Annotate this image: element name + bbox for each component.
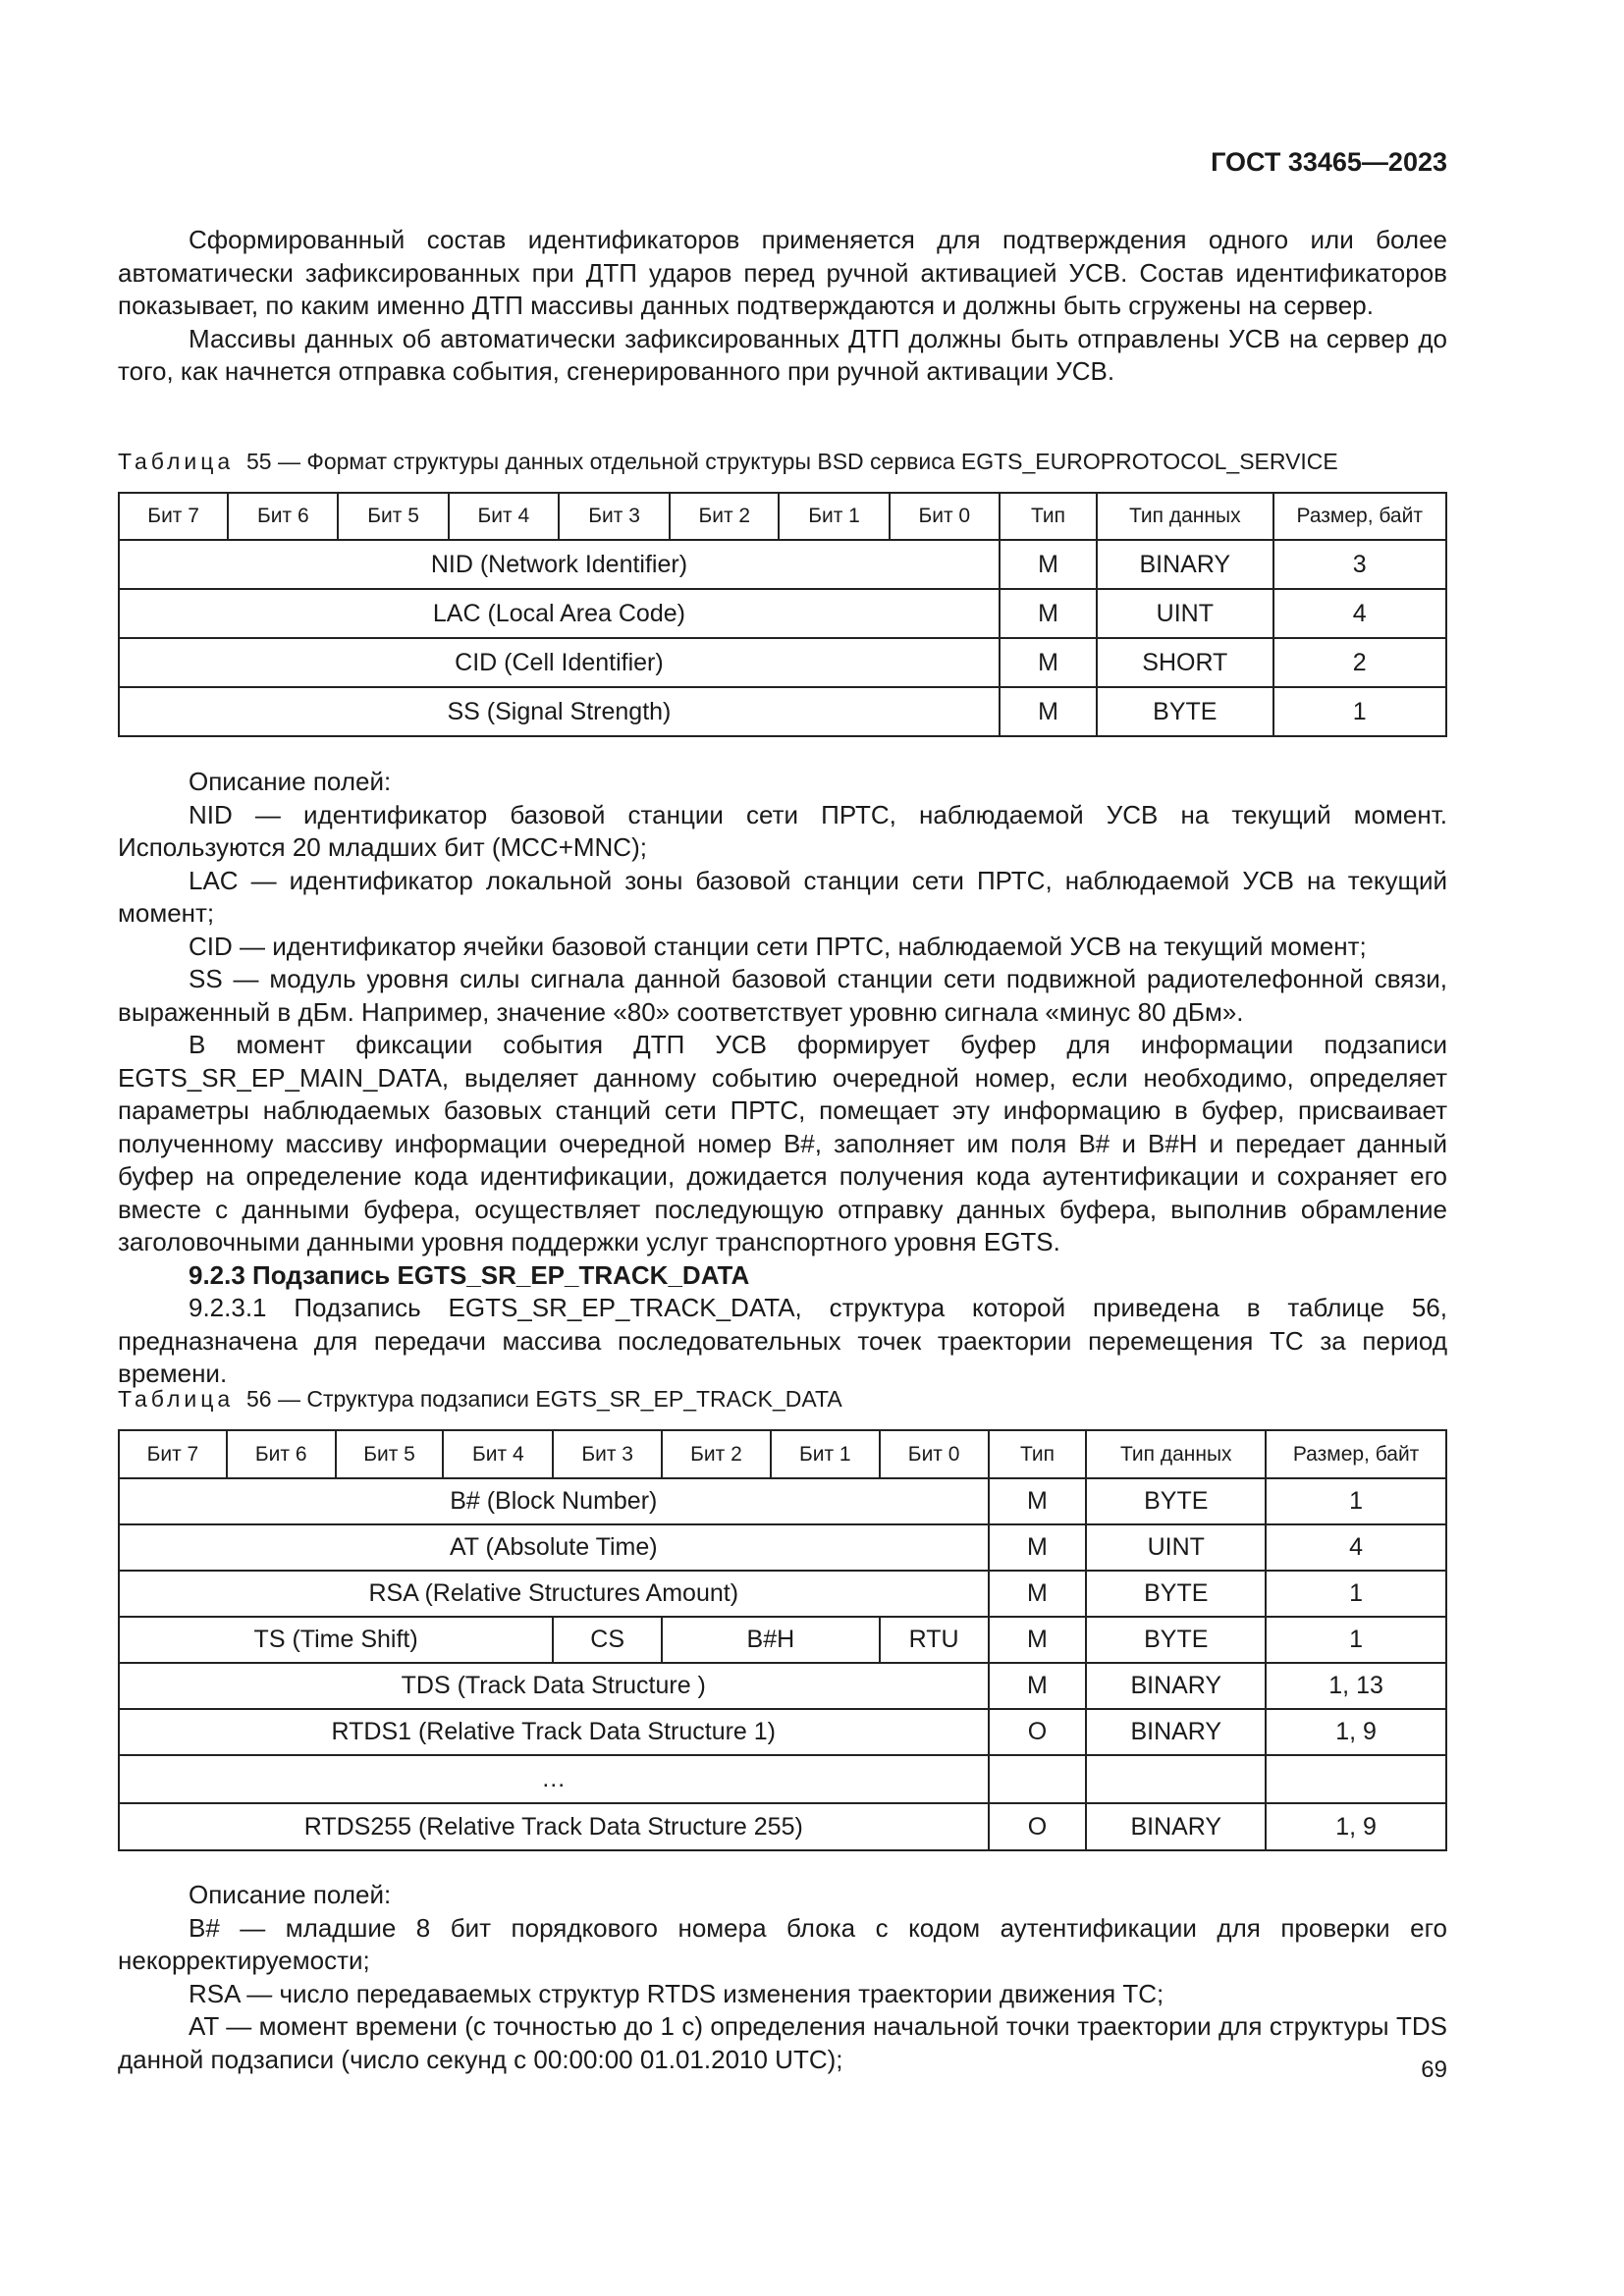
- size-cell: 1: [1266, 1571, 1446, 1617]
- header-cell: Размер, байт: [1273, 493, 1447, 540]
- size-cell: 1: [1266, 1617, 1446, 1663]
- type-cell: M: [989, 1663, 1087, 1709]
- paragraph: NID — идентификатор базовой станции сети ПРТС, наблюдаемой УСВ на текущий момент. Используются 20 младших бит (MCC+MNC);: [118, 799, 1447, 862]
- header-cell: Бит 3: [559, 493, 670, 540]
- size-cell: 4: [1266, 1524, 1446, 1571]
- paragraph: Сформированный состав идентификаторов применяется для подтверждения одного или более автоматически зафиксированных при ДТП ударов перед ручной активацией УСВ. Состав идентификаторов показывает, по каким именно ДТП массивы данных подтверждаются и должны быть сгружены на сервер.: [118, 225, 1447, 320]
- table-row: [119, 1571, 1446, 1617]
- page-number: 69: [1421, 2056, 1447, 2083]
- type-cell: M: [1000, 589, 1097, 638]
- type-cell: M: [989, 1478, 1087, 1524]
- data-type-cell: BYTE: [1086, 1478, 1266, 1524]
- paragraph: 9.2.3.1 Подзапись EGTS_SR_EP_TRACK_DATA, структура которой приведена в таблице 56, предназначена для передачи массива последовательных точек траектории перемещения ТС за период времени.: [118, 1293, 1447, 1388]
- table-row: [119, 1478, 1446, 1524]
- header-cell: Бит 3: [553, 1430, 662, 1478]
- table-56-caption: [118, 1384, 1447, 1414]
- type-cell: M: [1000, 687, 1097, 736]
- header-cell: Бит 4: [449, 493, 559, 540]
- size-cell: 1, 13: [1266, 1663, 1446, 1709]
- paragraph: В момент фиксации события ДТП УСВ формирует буфер для информации подзаписи EGTS_SR_EP_MAIN_DATA, выделяет данному событию очередной номер, если необходимо, определяет параметры наблюдаемых базовых станций сети ПРТС, помещает эту информацию в буфер, присваивает полученному массиву информации очередной номер B#, заполняет им поля B# и B#H и передает данный буфер на определение кода идентификации, дожидается получения кода аутентификации и сохраняет его вместе с данными буфера, осуществляет последующую отправку данных буфера, выполнив обрамление заголовочными данными уровня поддержки услуг транспортного уровня EGTS.: [118, 1030, 1447, 1256]
- table-header-row: [119, 493, 1446, 540]
- size-cell: 2: [1273, 638, 1447, 687]
- header-cell: Бит 6: [228, 493, 338, 540]
- table-row: [119, 589, 1446, 638]
- header-cell: Бит 1: [771, 1430, 880, 1478]
- header-cell: Бит 6: [227, 1430, 336, 1478]
- paragraph: Описание полей:: [189, 1880, 392, 1909]
- table-56: [118, 1429, 1447, 1851]
- data-type-cell: BYTE: [1086, 1571, 1266, 1617]
- caption-label: Таблица: [118, 1386, 235, 1412]
- data-type-cell: BYTE: [1086, 1617, 1266, 1663]
- header-cell: Тип: [1000, 493, 1097, 540]
- header-cell: Бит 7: [119, 493, 228, 540]
- rtu-cell: RTU: [880, 1617, 989, 1663]
- size-cell: [1266, 1755, 1446, 1803]
- header-cell: Бит 2: [662, 1430, 771, 1478]
- header-cell: Бит 5: [338, 493, 448, 540]
- table-row: [119, 540, 1446, 589]
- type-cell: O: [989, 1709, 1087, 1755]
- data-type-cell: BINARY: [1086, 1663, 1266, 1709]
- type-cell: M: [1000, 540, 1097, 589]
- data-type-cell: [1086, 1755, 1266, 1803]
- header-cell: Тип данных: [1086, 1430, 1266, 1478]
- field-cell: RTDS1 (Relative Track Data Structure 1): [119, 1709, 989, 1755]
- field-cell: TDS (Track Data Structure ): [119, 1663, 989, 1709]
- data-type-cell: BINARY: [1097, 540, 1272, 589]
- table-row: [119, 687, 1446, 736]
- paragraph: CID — идентификатор ячейки базовой станции сети ПРТС, наблюдаемой УСВ на текущий момент;: [189, 931, 1367, 961]
- fields-description: [118, 766, 1447, 1391]
- size-cell: 1, 9: [1266, 1803, 1446, 1850]
- fields-description-2: [118, 1879, 1447, 2076]
- document-header: ГОСТ 33465—2023: [1211, 147, 1447, 177]
- header-cell: Бит 4: [443, 1430, 553, 1478]
- header-cell: Бит 7: [119, 1430, 227, 1478]
- table-header-row: [119, 1430, 1446, 1478]
- table-row: [119, 1617, 1446, 1663]
- field-cell: RSA (Relative Structures Amount): [119, 1571, 989, 1617]
- header-cell: Бит 2: [670, 493, 779, 540]
- paragraph: Описание полей:: [189, 767, 392, 796]
- header-cell: Бит 1: [779, 493, 889, 540]
- size-cell: 1: [1273, 687, 1447, 736]
- header-cell: Бит 0: [880, 1430, 989, 1478]
- paragraph: AT — момент времени (с точностью до 1 с) определения начальной точки траектории для структуры TDS данной подзаписи (число секунд с 00:00:00 01.01.2010 UTC);: [118, 2011, 1447, 2074]
- table-55: [118, 492, 1447, 737]
- field-cell: …: [119, 1755, 989, 1803]
- header-cell: Размер, байт: [1266, 1430, 1446, 1478]
- data-type-cell: BINARY: [1086, 1803, 1266, 1850]
- paragraph: SS — модуль уровня силы сигнала данной базовой станции сети подвижной радиотелефонной связи, выраженный в дБм. Например, значение «80» соответствует уровню сигнала «минус 80 дБм».: [118, 964, 1447, 1027]
- paragraph: B# — младшие 8 бит порядкового номера блока с кодом аутентификации для проверки его некорректируемости;: [118, 1912, 1447, 1975]
- field-cell: NID (Network Identifier): [119, 540, 1000, 589]
- type-cell: M: [989, 1617, 1087, 1663]
- field-cell: RTDS255 (Relative Track Data Structure 255): [119, 1803, 989, 1850]
- header-cell: Бит 5: [336, 1430, 444, 1478]
- table-row: [119, 1663, 1446, 1709]
- section-heading: 9.2.3 Подзапись EGTS_SR_EP_TRACK_DATA: [189, 1259, 750, 1290]
- caption-text: 56 — Структура подзаписи EGTS_SR_EP_TRACK_DATA: [245, 1386, 842, 1412]
- field-cell: LAC (Local Area Code): [119, 589, 1000, 638]
- data-type-cell: SHORT: [1097, 638, 1272, 687]
- type-cell: M: [989, 1571, 1087, 1617]
- header-cell: Бит 0: [890, 493, 1000, 540]
- type-cell: M: [1000, 638, 1097, 687]
- data-type-cell: BYTE: [1097, 687, 1272, 736]
- data-type-cell: BINARY: [1086, 1709, 1266, 1755]
- caption-label: Таблица: [118, 449, 235, 474]
- size-cell: 1, 9: [1266, 1709, 1446, 1755]
- field-cell: AT (Absolute Time): [119, 1524, 989, 1571]
- cs-cell: CS: [553, 1617, 662, 1663]
- table-row: [119, 1755, 1446, 1803]
- bh-cell: B#H: [662, 1617, 880, 1663]
- data-type-cell: UINT: [1097, 589, 1272, 638]
- header-cell: Тип: [989, 1430, 1087, 1478]
- type-cell: [989, 1755, 1087, 1803]
- paragraph: LAC — идентификатор локальной зоны базовой станции сети ПРТС, наблюдаемой УСВ на текущий момент;: [118, 865, 1447, 928]
- table-row: [119, 1709, 1446, 1755]
- table-55-caption: [118, 447, 1447, 476]
- field-cell: CID (Cell Identifier): [119, 638, 1000, 687]
- field-cell: SS (Signal Strength): [119, 687, 1000, 736]
- ts-cell: TS (Time Shift): [119, 1617, 553, 1663]
- header-cell: Тип данных: [1097, 493, 1272, 540]
- table-row: [119, 638, 1446, 687]
- size-cell: 1: [1266, 1478, 1446, 1524]
- intro-text: [118, 224, 1447, 389]
- paragraph: RSA — число передаваемых структур RTDS изменения траектории движения ТС;: [189, 1978, 1164, 2008]
- size-cell: 3: [1273, 540, 1447, 589]
- caption-text: 55 — Формат структуры данных отдельной структуры BSD сервиса EGTS_EUROPROTOCOL_SERVICE: [245, 449, 1338, 474]
- paragraph: Массивы данных об автоматически зафиксированных ДТП должны быть отправлены УСВ на сервер до того, как начнется отправка события, сгенерированного при ручной активации УСВ.: [118, 323, 1447, 386]
- type-cell: O: [989, 1803, 1087, 1850]
- size-cell: 4: [1273, 589, 1447, 638]
- data-type-cell: UINT: [1086, 1524, 1266, 1571]
- table-row: [119, 1524, 1446, 1571]
- field-cell: B# (Block Number): [119, 1478, 989, 1524]
- table-row: [119, 1803, 1446, 1850]
- type-cell: M: [989, 1524, 1087, 1571]
